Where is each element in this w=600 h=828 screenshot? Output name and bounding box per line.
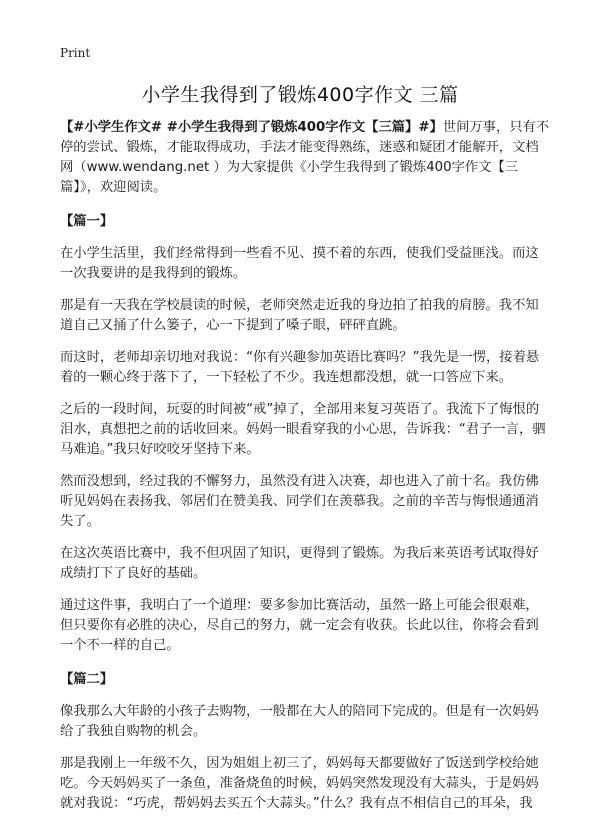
intro-tag: 【#小学生作文# #小学生我得到了锻炼400字作文【三篇】#】 [60, 120, 443, 135]
paragraph: 而这时，老师却亲切地对我说：“你有兴趣参加英语比赛吗？”我先是一愣，接着悬着的一颗心终于落下了，一下轻松了不少。我连想都没想，就一口答应下来。 [60, 350, 540, 385]
paragraph: 然而没想到，经过我的不懈努力，虽然没有进入决赛，却也进入了前十名。我仿佛听见妈妈在表扬我、邻居们在赞美我、同学们在羡慕我。之前的辛苦与悔恨通通消失了。 [60, 474, 539, 529]
intro-text: 世间万事，只有不停的尝试、锻炼，才能取得成功，手法才能变得熟练，迷惑和疑团才能解开，文档网（www.wendang.net ）为大家提供《小学生我得到了锻炼400字作文【三篇】》，欢迎阅读。 [60, 120, 550, 195]
section-heading-2: 【篇二】 [60, 672, 114, 687]
section-heading-1: 【篇一】 [60, 214, 114, 229]
article-body [60, 118, 550, 826]
paragraph: 之后的一段时间，玩耍的时间被“戒”掉了，全部用来复习英语了。我流下了悔恨的泪水，真想把之前的话收回来。妈妈一眼看穿我的小心思，告诉我：“君子一言，驷马难追。”我只好咬咬牙坚持下来。 [60, 402, 546, 457]
intro-paragraph [60, 118, 550, 198]
paragraph: 那是有一天我在学校晨读的时候，老师突然走近我的身边拍了拍我的肩膀。我不知道自己又捅了什么篓子，心一下提到了嗓子眼，砰砰直跳。 [60, 298, 539, 333]
paragraph: 通过这件事，我明白了一个道理：要多参加比赛活动，虽然一路上可能会很艰难，但只要你有必胜的决心，尽自己的努力，就一定会有收获。长此以往，你将会看到一个不一样的自己。 [60, 598, 539, 653]
paragraph: 在这次英语比赛中，我不但巩固了知识，更得到了锻炼。为我后来英语考试取得好成绩打下了良好的基础。 [60, 546, 539, 581]
paragraph: 在小学生活里，我们经常得到一些看不见、摸不着的东西，使我们受益匪浅。而这一次我要讲的是我得到的锻炼。 [60, 246, 539, 281]
page-title: 小学生我得到了锻炼400字作文 三篇 [141, 84, 459, 106]
print-label: Print [60, 46, 91, 60]
paragraph: 像我那么大年龄的小孩子去购物，一般都在大人的陪同下完成的。但是有一次妈妈给了我独自购物的机会。 [60, 704, 539, 739]
paragraph: 那是我刚上一年级不久，因为姐姐上初三了，妈妈每天都要做好了饭送到学校给她吃。今天妈妈买了一条鱼，准备烧鱼的时候，妈妈突然发现没有大蒜头，于是妈妈就对我说：“巧虎，帮妈妈去买五个大蒜头。”什么？我有点不相信自己的耳朵，我 [60, 756, 539, 811]
